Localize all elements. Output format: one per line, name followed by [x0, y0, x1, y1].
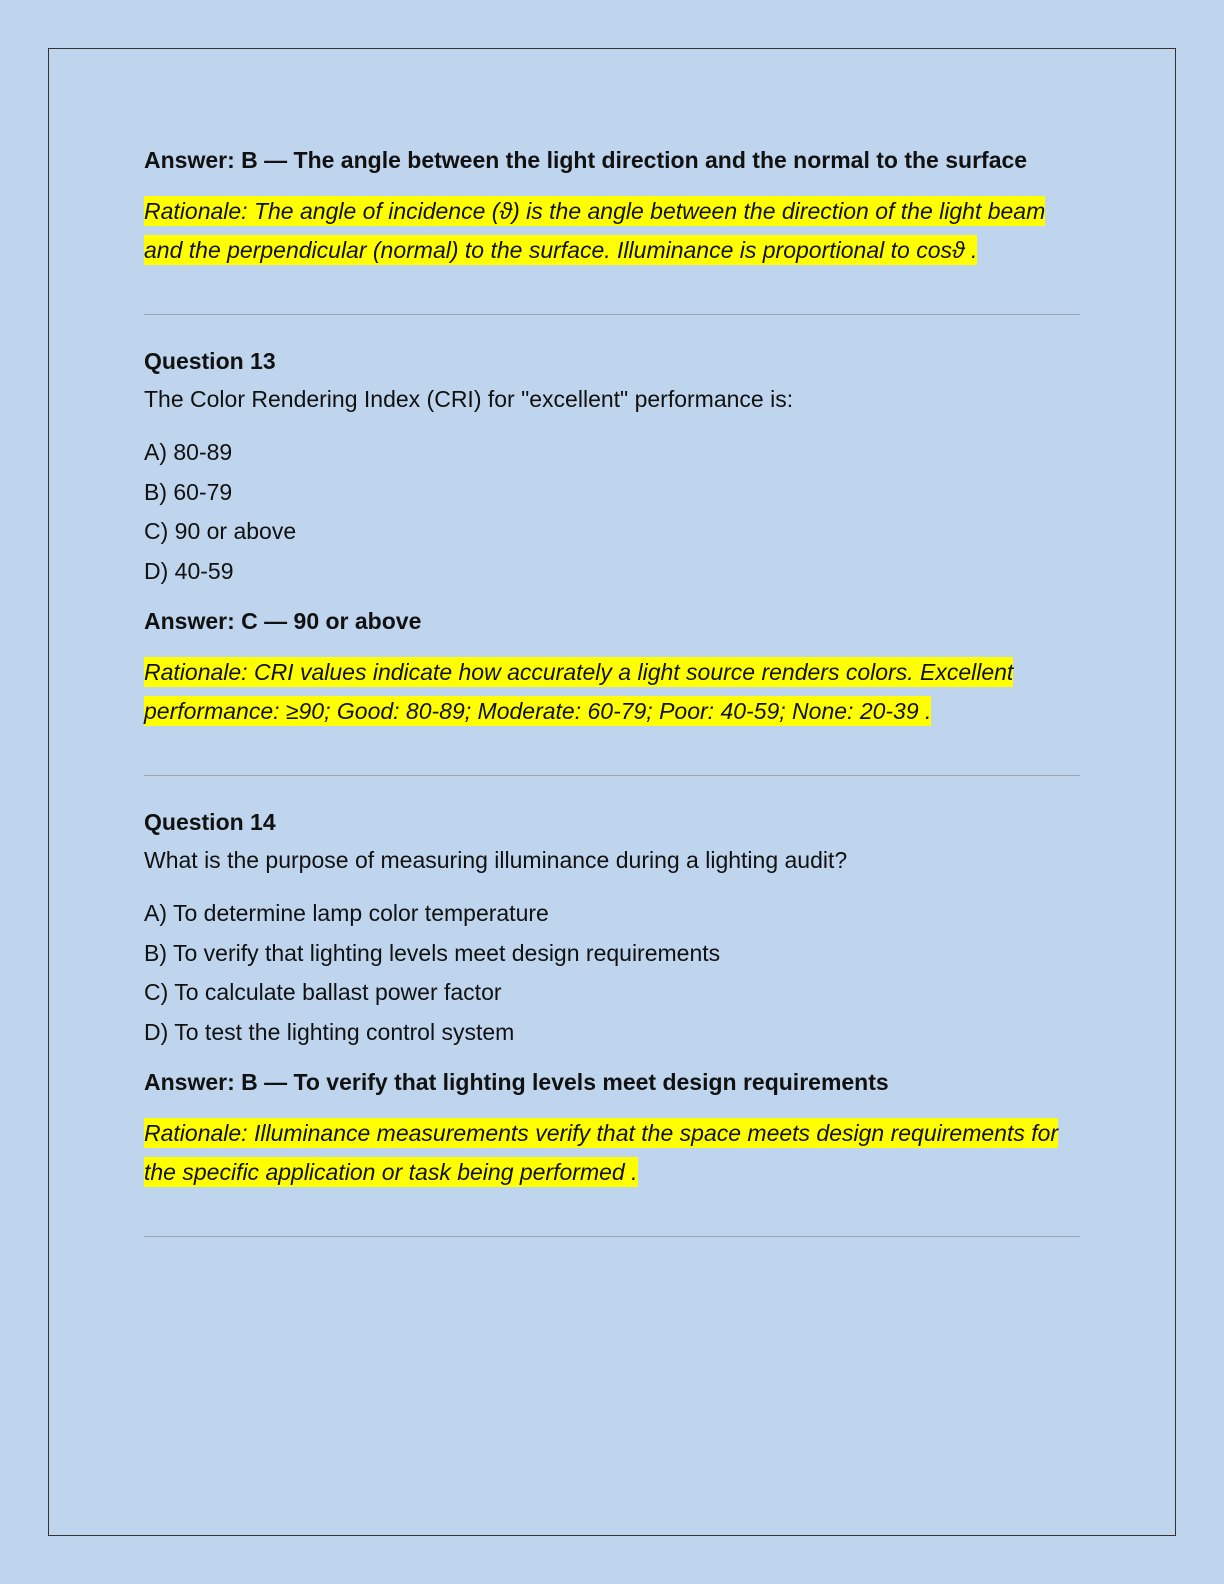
rationale-text: [144, 192, 1080, 270]
question-heading: Question 13: [144, 348, 276, 374]
divider: [144, 1236, 1080, 1237]
rationale-highlight: Rationale: Illuminance measurements verify that the space meets design requirements for the specific application or task being performed .: [144, 1120, 1059, 1185]
option-b: B) To verify that lighting levels meet design requirements: [144, 939, 721, 966]
question-heading: Question 14: [144, 809, 276, 835]
question-13: [144, 345, 1080, 731]
option-a: A) To determine lamp color temperature: [144, 900, 549, 926]
option-b: B) 60-79: [144, 478, 233, 505]
option-d: D) 40-59: [144, 557, 234, 584]
divider: [144, 775, 1080, 776]
rationale-highlight: Rationale: The angle of incidence (ϑ) is the angle between the direction of the light beam and the perpendicular (normal) to the surface. Illuminance is proportional to cosϑ .: [144, 198, 1046, 263]
answer-text: Answer: B — To verify that lighting levels meet design requirements: [144, 1069, 889, 1095]
document-content: [144, 140, 1080, 1267]
answer-text: Answer: B — The angle between the light direction and the normal to the surface: [144, 147, 1028, 173]
option-d: D) To test the lighting control system: [144, 1018, 515, 1045]
question-text: What is the purpose of measuring illuminance during a lighting audit?: [144, 847, 848, 873]
option-list: [144, 894, 1080, 1052]
question-14: [144, 806, 1080, 1192]
divider: [144, 314, 1080, 315]
option-c: C) To calculate ballast power factor: [144, 979, 502, 1005]
rationale-text: [144, 653, 1080, 731]
rationale-text: [144, 1114, 1080, 1192]
question-text: The Color Rendering Index (CRI) for "excellent" performance is:: [144, 386, 794, 412]
option-a: A) 80-89: [144, 439, 233, 465]
answer-text: Answer: C — 90 or above: [144, 608, 422, 634]
option-list: [144, 433, 1080, 591]
rationale-highlight: Rationale: CRI values indicate how accurately a light source renders colors. Excellent performance: ≥90; Good: 80-89; Moderate: 60-79; Poor: 40-59; None: 20-39 .: [144, 659, 1014, 724]
previous-question-answer: [144, 140, 1080, 270]
option-c: C) 90 or above: [144, 518, 297, 544]
